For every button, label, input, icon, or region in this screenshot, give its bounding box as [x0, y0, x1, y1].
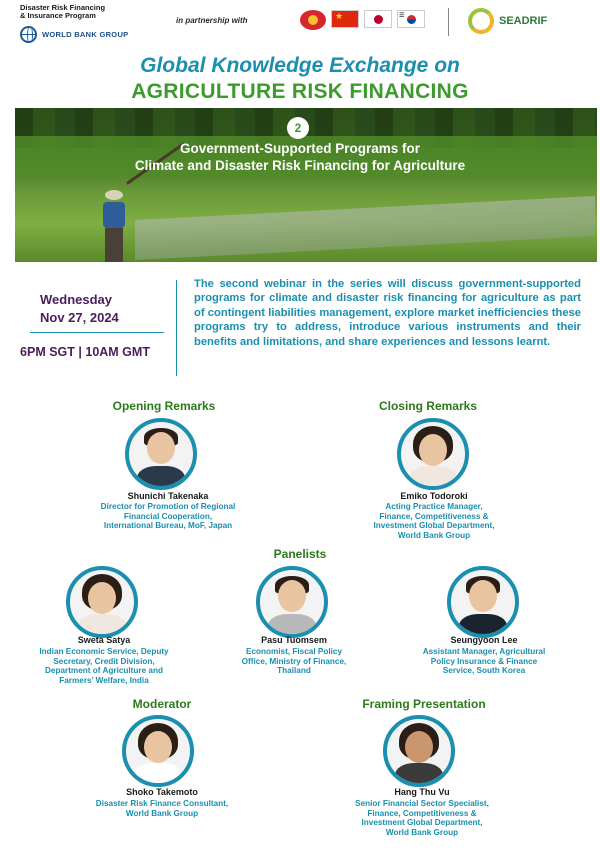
role-line: Director for Promotion of Regional	[100, 502, 236, 511]
avatar	[256, 566, 328, 638]
framing-presentation-heading: Framing Presentation	[362, 697, 486, 711]
hero-subtitle-line2: Climate and Disaster Risk Financing for Agriculture	[134, 158, 466, 173]
asean-flag-icon	[300, 10, 326, 30]
vertical-divider	[176, 280, 177, 376]
speaker-role	[4, 647, 204, 685]
world-bank-logo	[20, 26, 150, 43]
role-line: Acting Practice Manager,	[385, 502, 483, 511]
role-line: World Bank Group	[397, 530, 471, 540]
header	[0, 0, 600, 48]
avatar	[66, 566, 138, 638]
panelists-heading: Panelists	[273, 547, 327, 561]
title-line2: AGRICULTURE RISK FINANCING	[131, 80, 469, 103]
event-date: Nov 27, 2024	[40, 310, 119, 325]
role-line: Finance, Competitiveness &	[367, 808, 477, 818]
role-line: Investment Global Department,	[373, 521, 495, 531]
speaker-name: Pasu Tuomsem	[261, 635, 327, 645]
role-line: Senior Financial Sector Specialist,	[355, 799, 489, 808]
event-description: The second webinar in the series will discuss government-supported programs for climate and disaster risk financing for agriculture as part of contingent liabilities management, explore market inefficiencies these programs try to address, introduce various instruments and their benefits and limitations, and share experiences and lessons learnt.	[194, 278, 581, 348]
header-divider	[448, 8, 449, 36]
date-divider	[30, 332, 164, 333]
program-name-line2: & Insurance Program	[20, 11, 96, 20]
avatar	[447, 566, 519, 638]
webinar-number-badge: 2	[287, 117, 309, 139]
partnership-text: in partnership with	[176, 16, 248, 25]
china-flag-icon	[331, 10, 359, 28]
event-time: 6PM SGT | 10AM GMT	[20, 345, 150, 359]
avatar	[383, 715, 455, 787]
role-line: Thailand	[277, 666, 311, 676]
speaker-name: Sweta Satya	[77, 635, 131, 645]
closing-remarks-heading: Closing Remarks	[378, 399, 478, 413]
role-line: Economist, Fiscal Policy	[245, 647, 342, 656]
role-line: Department of Agriculture and	[45, 666, 163, 676]
speaker-role	[322, 799, 522, 837]
role-line: Investment Global Department,	[361, 818, 483, 828]
moderator-heading: Moderator	[132, 697, 192, 711]
speaker-role	[194, 647, 394, 676]
speaker-name: Shunichi Takenaka	[127, 491, 209, 501]
role-line: World Bank Group	[385, 827, 459, 837]
role-line: Finance, Competitiveness &	[379, 511, 489, 521]
role-line: Secretary, Credit Division,	[53, 656, 155, 666]
speaker-name: Shoko Takemoto	[126, 787, 198, 797]
role-line: Policy Insurance & Finance	[430, 656, 538, 666]
role-line: World Bank Group	[125, 808, 199, 818]
avatar	[397, 418, 469, 490]
role-line: Office, Ministry of Finance,	[241, 656, 347, 666]
speaker-role	[384, 647, 584, 676]
title-line1: Global Knowledge Exchange on	[140, 54, 460, 77]
world-bank-text: WORLD BANK GROUP	[42, 30, 129, 39]
role-line: Service, South Korea	[442, 666, 526, 676]
seadrif-circle-icon	[468, 8, 494, 34]
globe-icon	[20, 26, 37, 43]
program-name-line1: Disaster Risk Financing	[20, 3, 106, 12]
avatar	[122, 715, 194, 787]
hero-subtitle-line1: Government-Supported Programs for	[179, 141, 421, 156]
role-line: Financial Cooperation,	[123, 511, 213, 521]
opening-remarks-heading: Opening Remarks	[112, 399, 216, 413]
role-line: International Bureau, MoF, Japan	[103, 521, 233, 531]
farmer-figure	[97, 190, 131, 262]
japan-flag-icon	[364, 10, 392, 28]
role-line: Indian Economic Service, Deputy	[39, 647, 169, 656]
speaker-name: Emiko Todoroki	[400, 491, 468, 501]
partner-flags	[300, 10, 425, 30]
event-day: Wednesday	[40, 292, 113, 307]
speaker-role	[62, 799, 262, 818]
speaker-name: Hang Thu Vu	[394, 787, 450, 797]
role-line: Disaster Risk Finance Consultant,	[95, 799, 229, 808]
speaker-role	[334, 502, 534, 540]
korea-flag-icon	[397, 10, 425, 28]
drfip-logo	[20, 4, 150, 43]
paddy-water	[135, 196, 595, 260]
seadrif-logo	[468, 8, 547, 34]
speaker-role	[68, 502, 268, 531]
avatar	[125, 418, 197, 490]
speaker-name: Seungyoon Lee	[450, 635, 518, 645]
role-line: Assistant Manager, Agricultural	[422, 647, 546, 656]
role-line: Farmers’ Welfare, India	[59, 675, 149, 685]
seadrif-text: SEADRIF	[499, 15, 548, 27]
